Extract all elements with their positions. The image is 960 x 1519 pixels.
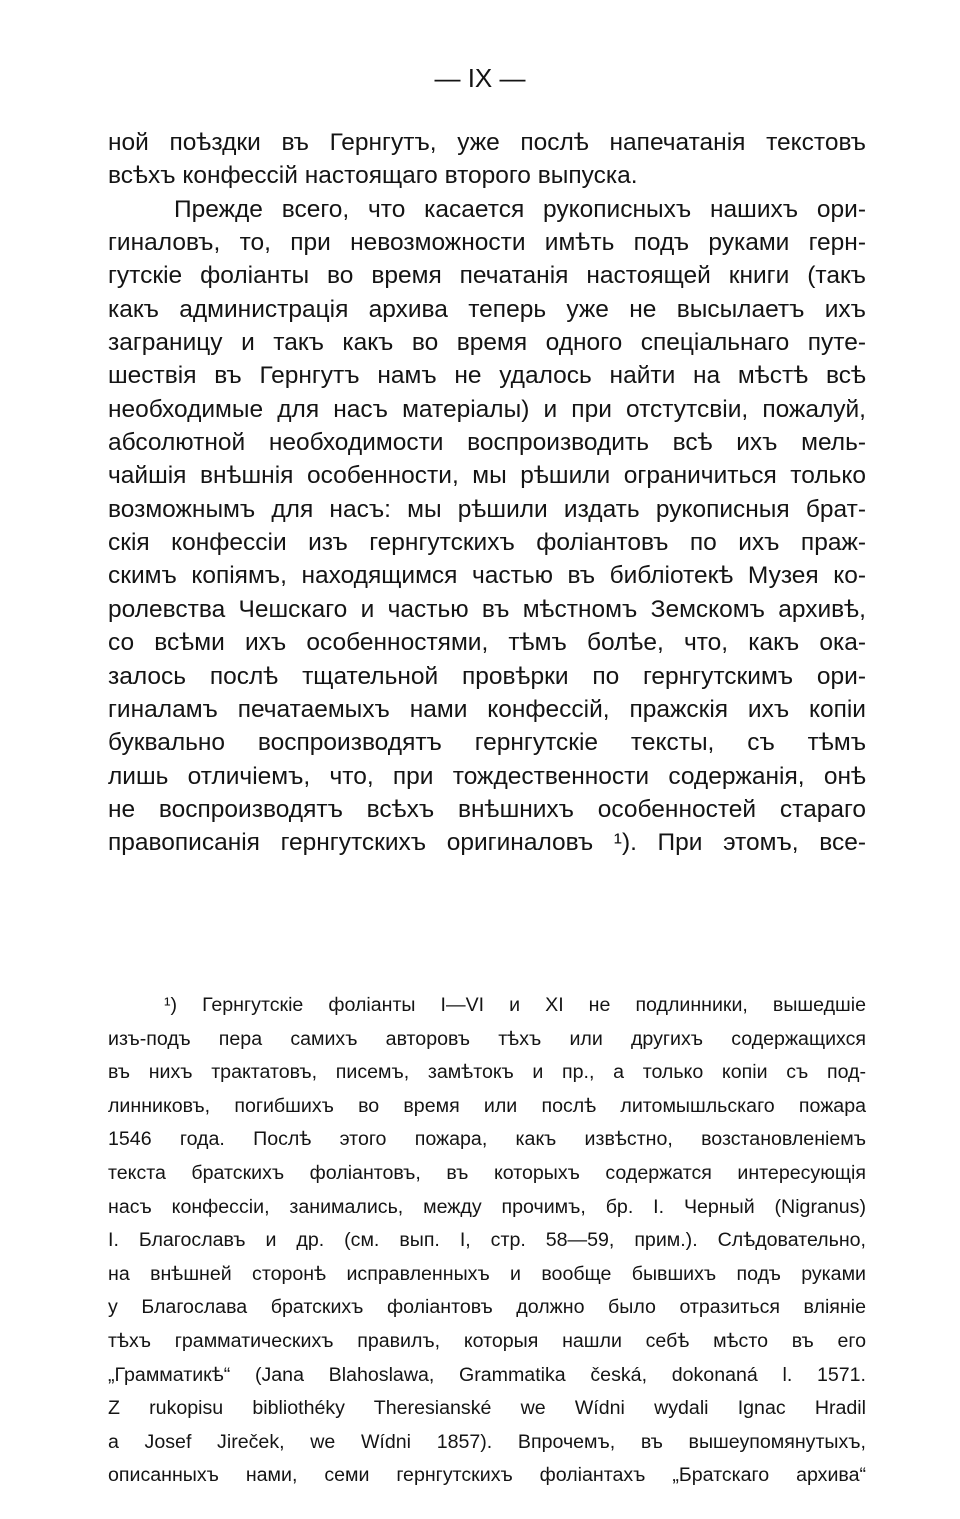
- footnote-line: линниковъ, погибшихъ во время или послѣ литомышльскаго пожара: [108, 1094, 866, 1117]
- text-line: лишь отличіемъ, что, при тождественности содержанія, онѣ: [108, 762, 866, 790]
- footnote-line: ¹) Гернгутскіе фоліанты I—VI и XI не подлинники, вышедшіе: [164, 994, 866, 1016]
- footnote-line: „Грамматикѣ“ (Jana Blahoslawa, Grammatika česká, dokonaná l. 1571.: [108, 1363, 866, 1386]
- text-line: правописанія гернгутскихъ оригиналовъ ¹). При этомъ, все-: [108, 829, 866, 857]
- text-line: гиналамъ печатаемыхъ нами конфессій, пражскія ихъ копіи: [108, 695, 866, 723]
- text-line: необходимые для насъ матеріалы) и при отстутсвіи, пожалуй,: [108, 395, 866, 423]
- footnote-line: Z rukopisu bibliothéky Theresianské we Wídni wydali Ignac Hradil: [108, 1397, 866, 1420]
- text-line: гутскіе фоліанты во время печатанія настоящей книги (такъ: [108, 262, 866, 290]
- footnote-line: тѣхъ грамматическихъ правилъ, которыя нашли себѣ мѣсто въ его: [108, 1329, 866, 1352]
- footnote-line: изъ-подъ пера самихъ авторовъ тѣхъ или другихъ содержащихся: [108, 1027, 866, 1050]
- text-line: заграницу и такъ какъ во время одного спеціальнаго путе-: [108, 329, 866, 357]
- page-number: — IX —: [434, 63, 526, 93]
- footnote-line: насъ конфессіи, занимались, между прочимъ, бр. I. Черный (Nigranus): [108, 1195, 866, 1218]
- footnote-line: 1546 года. Послѣ этого пожара, какъ извѣстно, возстановленіемъ: [108, 1128, 866, 1151]
- text-line: шествія въ Гернгутъ намъ не удалось найти на мѣстѣ всѣ: [108, 362, 866, 390]
- text-line: Прежде всего, что касается рукописныхъ нашихъ ори-: [174, 195, 866, 223]
- text-line: ной поѣздки въ Гернгутъ, уже послѣ напечатанія текстовъ: [108, 129, 866, 156]
- footnote-line: текста братскихъ фоліантовъ, въ которыхъ содержатся интересующія: [108, 1161, 866, 1184]
- footnote-line: a Josef Jireček, we Wídni 1857). Впрочемъ, въ вышеупомянутыхъ,: [108, 1430, 866, 1453]
- text-line: скія конфессіи изъ гернгутскихъ фоліантовъ по ихъ праж-: [108, 529, 866, 557]
- body-text: [108, 126, 866, 860]
- footnote-line: I. Благославъ и др. (см. вып. I, стр. 58—59, прим.). Слѣдовательно,: [108, 1229, 866, 1252]
- text-line: буквально воспроизводятъ гернгутскіе тексты, съ тѣмъ: [108, 729, 866, 757]
- text-line: чайшія внѣшнія особенности, мы рѣшили ограничиться только: [108, 462, 866, 490]
- text-line: гиналовъ, то, при невозможности имѣть подъ руками герн-: [108, 229, 866, 257]
- text-line: всѣхъ конфессій настоящаго второго выпуска.: [108, 162, 638, 190]
- text-line: абсолютной необходимости воспроизводить всѣ ихъ мель-: [108, 429, 866, 457]
- text-line: залось послѣ тщательной провѣрки по гернгутскимъ ори-: [108, 662, 866, 690]
- footnote-line: у Благослава братскихъ фоліантовъ должно было отразиться вліяніе: [108, 1296, 866, 1319]
- footnote-line: описанныхъ нами, семи гернгутскихъ фоліантахъ „Братскаго архива“: [108, 1464, 866, 1487]
- text-line: ролевства Чешскаго и частью въ мѣстномъ Земскомъ архивѣ,: [108, 595, 866, 623]
- text-line: со всѣми ихъ особенностями, тѣмъ болѣе, что, какъ ока-: [108, 629, 866, 657]
- footnote: [108, 989, 866, 1493]
- text-line: не воспроизводятъ всѣхъ внѣшнихъ особенностей стараго: [108, 795, 866, 823]
- text-line: возможнымъ для насъ: мы рѣшили издать рукописныя брат-: [108, 495, 866, 523]
- text-line: скимъ копіямъ, находящимся частью въ библіотекѣ Музея ко-: [108, 562, 866, 590]
- footnote-line: въ нихъ трактатовъ, писемъ, замѣтокъ и пр., а только копіи съ под-: [108, 1061, 866, 1084]
- text-line: какъ администрація архива теперь уже не высылаетъ ихъ: [108, 295, 866, 323]
- footnote-line: на внѣшней сторонѣ исправленныхъ и вообще бывшихъ подъ руками: [108, 1262, 866, 1285]
